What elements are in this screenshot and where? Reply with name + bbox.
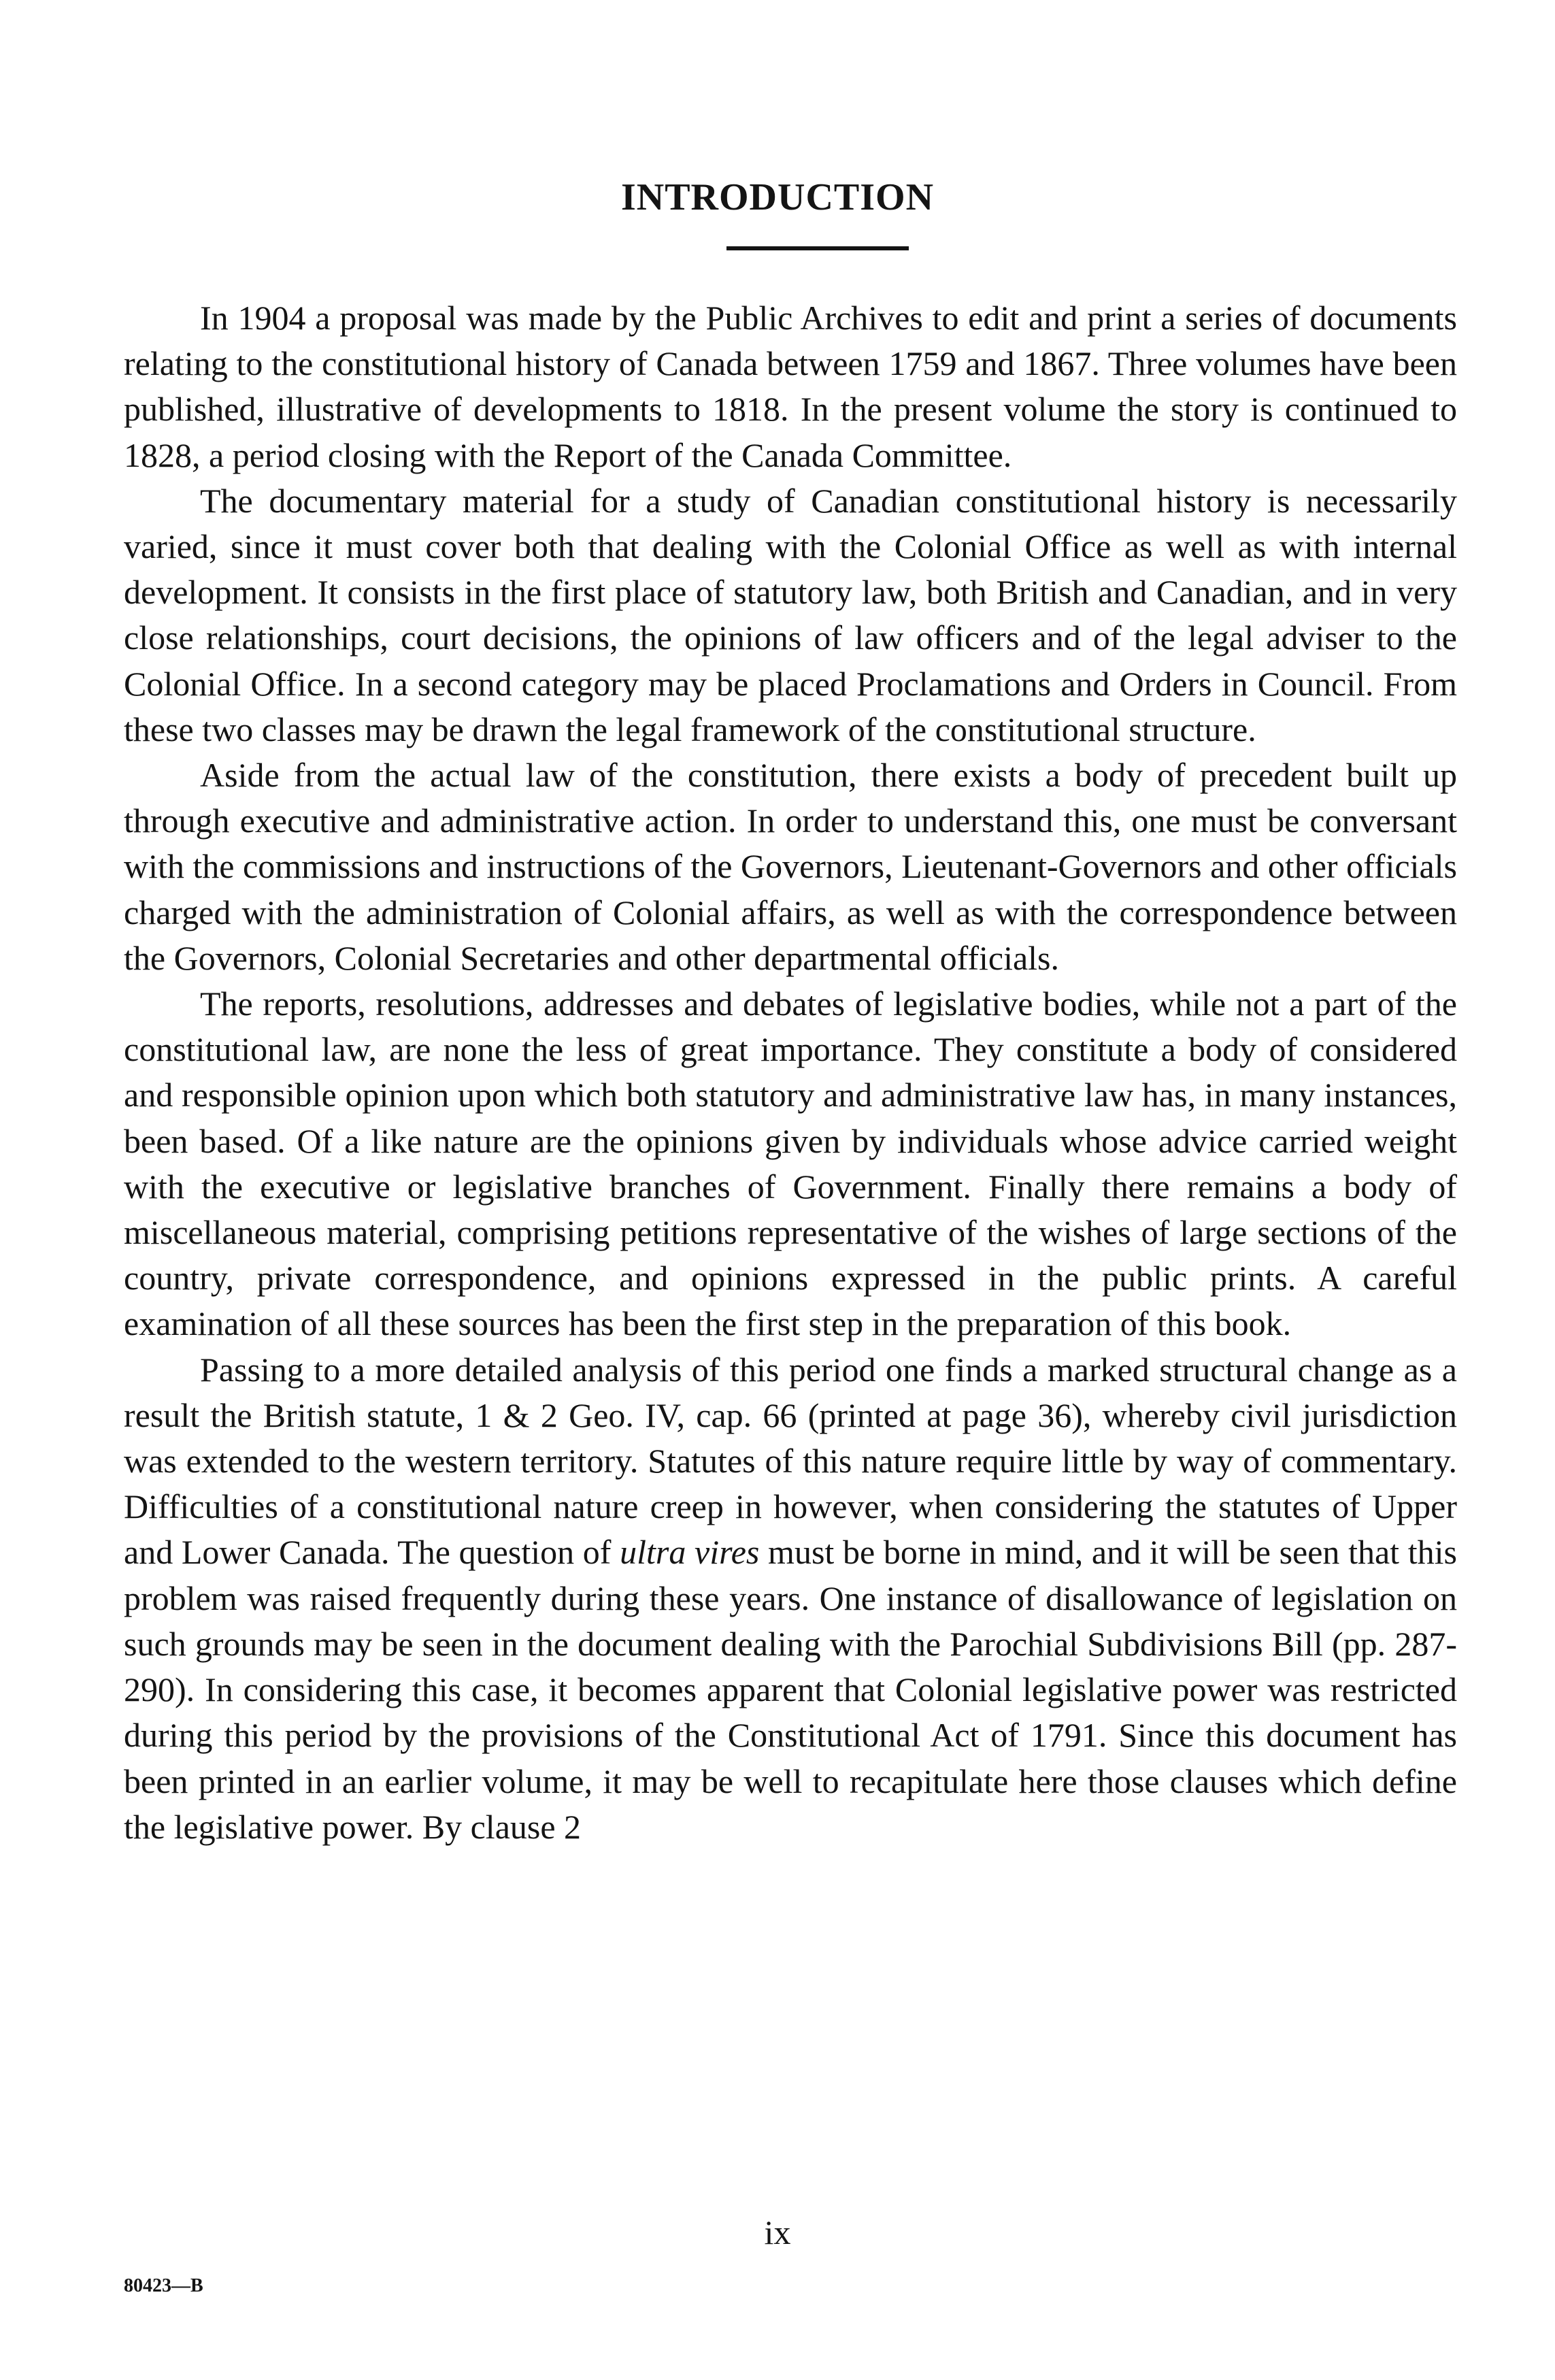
print-code: 80423—B bbox=[124, 2275, 203, 2296]
paragraph-5 bbox=[124, 1347, 1457, 1850]
paragraph-1: In 1904 a proposal was made by the Public Archives to edit and print a series of documents relating to the constitutional history of Canada between 1759 and 1867. Three volumes have been published, illustrative of developments to 1818. In the present volume the story is continued to 1828, a period closing with the Report of the Canada Committee. bbox=[124, 299, 1457, 474]
body-text bbox=[124, 295, 1457, 1850]
latin-term: ultra vires bbox=[620, 1533, 760, 1572]
paragraph-3: Aside from the actual law of the constitution, there exists a body of precedent built up through executive and administrative action. In order to understand this, one must be conversant with the commissions and instructions of the Governors, Lieutenant-Governors and other officials charged with the administration of Colonial affairs, as well as with the correspondence between the Governors, Colonial Secretaries and other departmental officials. bbox=[124, 756, 1457, 977]
page-title: INTRODUCTION bbox=[620, 176, 935, 218]
paragraph-4: The reports, resolutions, addresses and debates of legislative bodies, while not a part of the constitutional law, are none the less of great importance. They constitute a body of considered and responsible opinion upon which both statutory and administrative law has, in many instances, been based. Of a like nature are the opinions given by individuals whose advice carried weight with the executive or legislative branches of Government. Finally there remains a body of miscellaneous material, comprising petitions representative of the wishes of large sections of the country, private correspondence, and opinions expressed in the public prints. A careful examination of all these sources has been the first step in the preparation of this book. bbox=[124, 985, 1457, 1343]
paragraph-2: The documentary material for a study of Canadian constitutional history is necessarily varied, since it must cover both that dealing with the Colonial Office as well as with internal development. It consists in the first place of statutory law, both British and Canadian, and in very close relationships, court decisions, the opinions of law officers and of the legal adviser to the Colonial Office. In a second category may be placed Proclamations and Orders in Council. From these two classes may be drawn the legal framework of the constitutional structure. bbox=[124, 481, 1457, 748]
paragraph-5-end: must be borne in mind, and it will be seen that this problem was raised frequently during these years. One instance of disallowance of legislation on such grounds may be seen in the document dealing with the Parochial Subdivisions Bill (pp. 287-290). In considering this case, it becomes apparent that Colonial legislative power was restricted during this period by the provisions of the Constitutional Act of 1791. Since this document has been printed in an earlier volume, it may be well to recapitulate here those clauses which define the legislative power. By clause 2 bbox=[124, 1533, 1457, 1846]
paragraph-5-start: Passing to a more detailed analysis of this period one finds a marked structural change as a result the British statute, 1 & 2 Geo. IV, cap. 66 (printed at page 36), whereby civil jurisdiction was extended to the western territory. Statutes of this nature require little by way of commentary. Difficulties of a constitutional nature creep in however, when considering the statutes of Upper and Lower Canada. The question of bbox=[124, 1350, 1457, 1572]
title-underline bbox=[726, 246, 909, 250]
page-number: ix bbox=[764, 2213, 791, 2251]
